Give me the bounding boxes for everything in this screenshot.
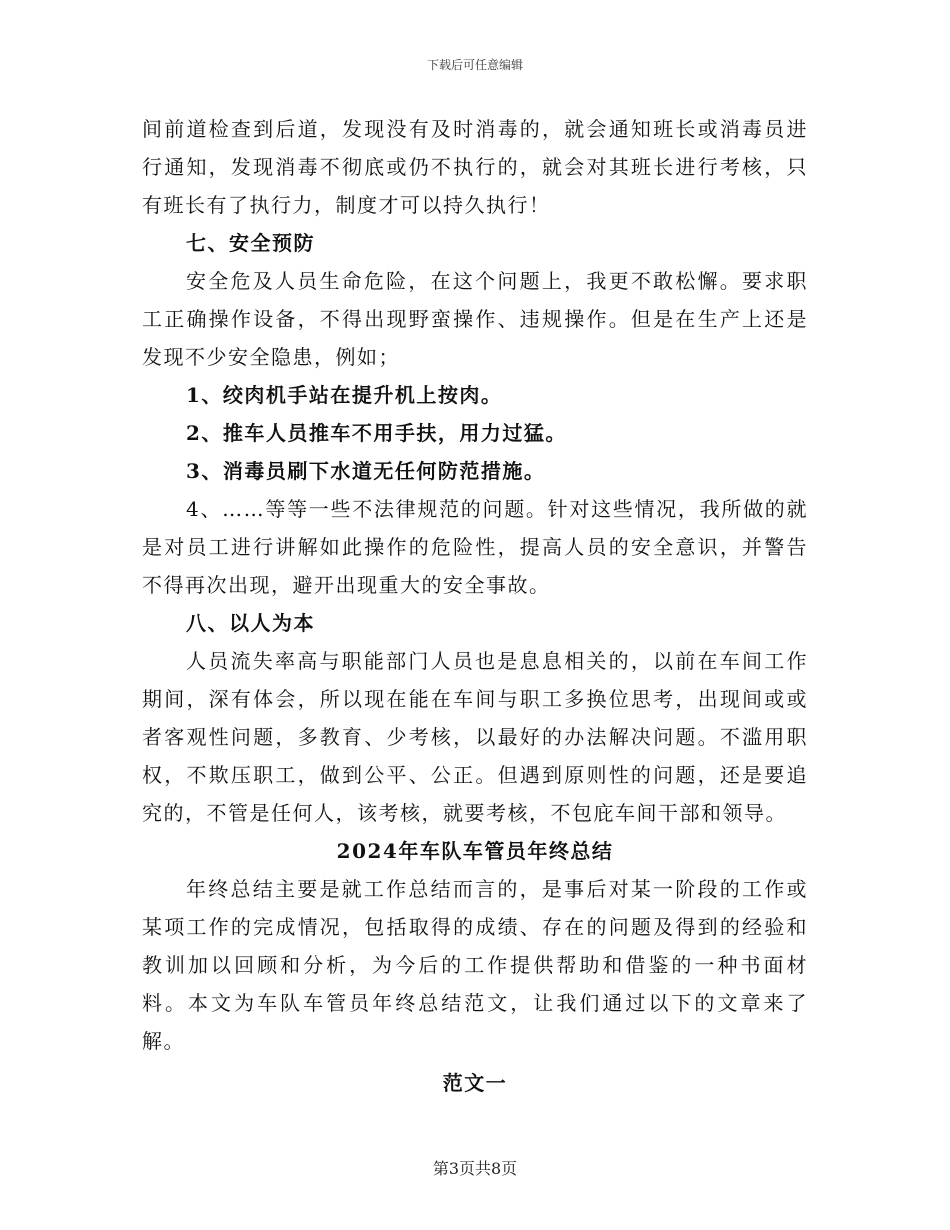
paragraph-safety-intro: 安全危及人员生命危险，在这个问题上，我更不敢松懈。要求职工正确操作设备，不得出现野蛮操作、违规操作。但是在生产上还是发现不少安全隐患，例如；: [142, 269, 808, 369]
paragraph-safety-measures: 4、……等等一些不法律规范的问题。针对这些情况，我所做的就是对员工进行讲解如此操作的危险性，提高人员的安全意识，并警告不得再次出现，避开出现重大的安全事故。: [142, 497, 808, 597]
page-header: 下载后可任意编辑: [426, 58, 523, 72]
paragraph-summary-intro: 年终总结主要是就工作总结而言的，是事后对某一阶段的工作或某项工作的完成情况，包括取得的成绩、存在的问题及得到的经验和教训加以回顾和分析，为今后的工作提供帮助和借鉴的一种书面材料。本文为车队车管员年终总结范文，让我们通过以下的文章来了解。: [142, 877, 808, 1053]
paragraph-people: 人员流失率高与职能部门人员也是息息相关的，以前在车间工作期间，深有体会，所以现在能在车间与职工多换位思考，出现间或或者客观性问题，多教育、少考核，以最好的办法解决问题。不滥用职权，不欺压职工，做到公平、公正。但遇到原则性的问题，还是要追究的，不管是任何人，该考核，就要考核，不包庇车间干部和领导。: [142, 649, 808, 825]
list-item-1: 1、绞肉机手站在提升机上按肉。: [186, 383, 503, 407]
section-heading-people: 八、以人为本: [186, 611, 315, 635]
document-title: 2024年车队车管员年终总结: [336, 839, 614, 863]
page-footer: 第3页共8页: [432, 1159, 518, 1178]
paragraph-continued: 间前道检查到后道，发现没有及时消毒的，就会通知班长或消毒员进行通知，发现消毒不彻底或仍不执行的，就会对其班长进行考核，只有班长有了执行力，制度才可以持久执行！: [142, 117, 808, 217]
list-item-3: 3、消毒员刷下水道无任何防范措施。: [186, 459, 546, 483]
page-content: [142, 110, 808, 1102]
section-heading-safety: 七、安全预防: [186, 231, 315, 255]
list-item-2: 2、推车人员推车不用手扶，用力过猛。: [186, 421, 567, 445]
sample-heading: 范文一: [442, 1071, 508, 1095]
